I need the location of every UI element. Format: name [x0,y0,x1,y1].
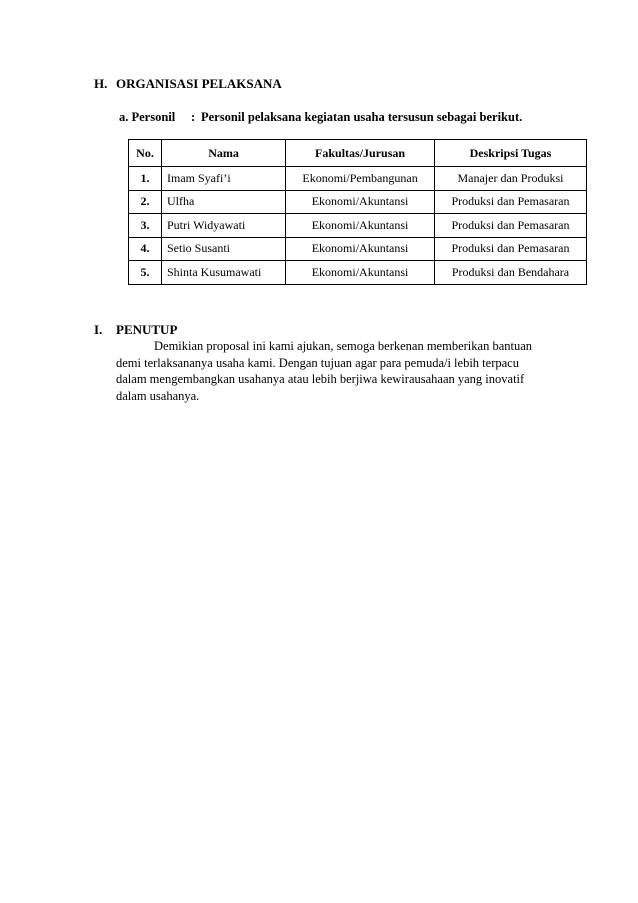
cell-deskripsi: Produksi dan Pemasaran [434,190,586,214]
cell-deskripsi: Manajer dan Produksi [434,167,586,191]
cell-fakultas: Ekonomi/Akuntansi [286,237,435,261]
cell-deskripsi: Produksi dan Pemasaran [434,214,586,238]
cell-nama: Putri Widyawati [162,214,286,238]
cell-deskripsi: Produksi dan Bendahara [434,261,586,285]
table-row [129,167,587,191]
subsection-a-label: a. Personil [119,110,176,124]
paragraph-line: Demikian proposal ini kami ajukan, semoga berkenan memberikan bantuan [154,339,533,353]
cell-no: 4. [129,237,162,261]
table-row [129,261,587,285]
table-row [129,190,587,214]
cell-no: 2. [129,190,162,214]
paragraph-line: demi terlaksananya usaha kami. Dengan tujuan agar para pemuda/i lebih terpacu [116,355,519,370]
table-row [129,237,587,261]
section-h-heading [94,76,282,92]
penutup-paragraph [116,338,576,404]
cell-nama: Imam Syafi’i [162,167,286,191]
section-h-title: ORGANISASI PELAKSANA [116,76,282,91]
subsection-a-heading [119,110,522,125]
header-nama: Nama [162,140,286,167]
personil-table [128,139,587,285]
section-i-title: PENUTUP [116,322,178,337]
cell-fakultas: Ekonomi/Akuntansi [286,214,435,238]
cell-no: 1. [129,167,162,191]
subsection-a-text: Personil pelaksana kegiatan usaha tersusun sebagai berikut. [201,110,523,124]
cell-no: 3. [129,214,162,238]
header-fakultas: Fakultas/Jurusan [286,140,435,167]
cell-fakultas: Ekonomi/Akuntansi [286,190,435,214]
subsection-a-colon: : [191,110,196,124]
table-header-row [129,140,587,167]
header-deskripsi: Deskripsi Tugas [434,140,586,167]
header-no: No. [129,140,162,167]
section-h-number: H. [94,76,108,91]
cell-fakultas: Ekonomi/Akuntansi [286,261,435,285]
table-row [129,214,587,238]
paragraph-line: dalam usahanya. [116,388,200,403]
cell-nama: Shinta Kusumawati [162,261,286,285]
section-i-number: I. [94,322,103,337]
section-i-heading [94,322,177,338]
cell-nama: Setio Susanti [162,237,286,261]
cell-deskripsi: Produksi dan Pemasaran [434,237,586,261]
paragraph-line: dalam mengembangkan usahanya atau lebih berjiwa kewirausahaan yang inovatif [116,372,525,386]
cell-no: 5. [129,261,162,285]
cell-nama: Ulfha [162,190,286,214]
cell-fakultas: Ekonomi/Pembangunan [286,167,435,191]
